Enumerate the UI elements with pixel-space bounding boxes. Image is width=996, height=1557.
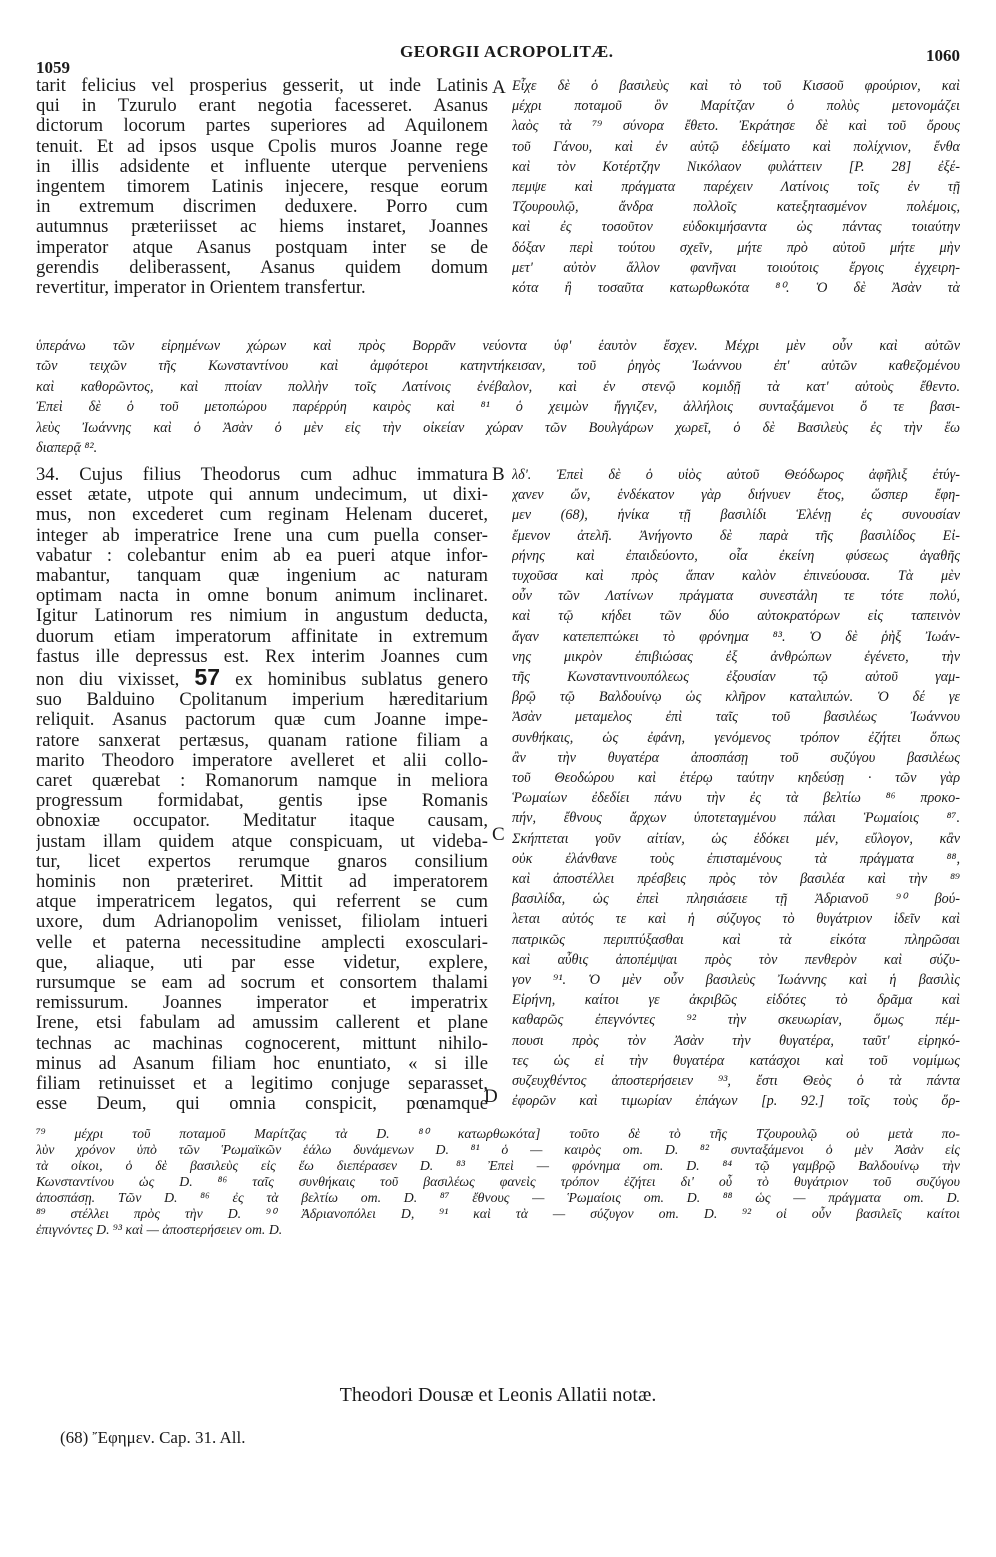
text-line: rursumque se eam ad socrum et consortem thalami	[36, 973, 488, 994]
text-line: caret quærebat : Romanorum namque in meliora	[36, 771, 488, 792]
text-line: Σκήπτεται γοῦν αἰτίαν, ὡς ἐδόκει μέν, εὔλογον, κἂν	[512, 830, 960, 847]
text-line: ἐφορῶν καὶ τιμωρίαν ἐπάγων [p. 92.] τοῖς τοὺς ὅρ-	[512, 1093, 960, 1110]
latin-column-main	[36, 465, 488, 1115]
running-title: GEORGII ACROPOLITÆ.	[400, 42, 614, 61]
text-line: duorum etiam imperatorum affinitate in extremum	[36, 626, 488, 647]
text-line: καὶ τῷ κήδει τῶν δύο αὐτοκρατόρων εἰς ταπεινὸν	[512, 608, 960, 625]
text-line: τοῦ Γάνου, καὶ ἐν αὐτῷ ἐδείματο καὶ πολίχνιον, ἔνθα	[512, 138, 960, 155]
latin-column-top	[36, 76, 488, 298]
text-line: τυχοῦσα καὶ πρὸς ἅπαν καλὸν ἐπινεύουσα. Τὰ μὲν	[512, 568, 960, 585]
text-line: τὰ οἰκοι, ὁ δὲ βασιλεὺς εἰς ἕω διεπέρασεν D. ⁸³ Ἐπεὶ — φρόνημα om. D. ⁸⁴ τῷ γαμβρῷ Βαλδουίνῳ τὴν	[36, 1158, 960, 1173]
text-line: esset ætate, utpote qui annum undecimum, ut dixi-	[36, 485, 488, 506]
text-line: ἄγαν κατεπεπτώκει τὸ φρόνημα ⁸³. Ὁ δὲ ῥὴξ Ἰωάν-	[512, 628, 960, 645]
margin-marker-b: B	[492, 464, 505, 485]
text-line: καθαρῶς ἐπεγνόντες ⁹² τὴν σκευωρίαν, ὅμως πέμ-	[512, 1012, 960, 1029]
margin-marker-c: C	[492, 824, 505, 845]
text-line: remissurum. Joannes imperator et imperatrix	[36, 993, 488, 1014]
text-line: λαὸς τὰ ⁷⁹ σύνορα ἔθετο. Ἐκράτησε δὲ καὶ τοῦ ὄρους	[512, 118, 960, 135]
text-line: γον ⁹¹. Ὁ μὲν οὖν βασιλεὺς Ἰωάννης καὶ ἡ βασιλὶς	[512, 972, 960, 989]
greek-column-main	[512, 465, 960, 1112]
text-line: optimam nacta in omne bonum animum inclinaret.	[36, 586, 488, 607]
text-line: ρήνης καὶ ἐπαιδεύοντο, οἷα ἐκείνη φύσεως ἀγαθῆς	[512, 547, 960, 564]
text-line: Εἰρήνη, καίτοι γε ἀκριβῶς εἰδότες τὸ δρᾶμα καὶ	[512, 992, 960, 1009]
text-line: in illis adsidente et influente uterque perveniens	[36, 156, 488, 177]
text-line: βασιλίδα, ὡς ἐπεὶ πλησιάσειε τῇ Ἀδριανοῦ ⁹⁰ βού-	[512, 891, 960, 908]
text-line: κότα ἢ τοσαῦτα κατωρθωκότα ⁸⁰. Ὁ δὲ Ἀσὰν τὰ	[512, 280, 960, 297]
text-line: in extremum discrimen deduxere. Porro cum	[36, 197, 488, 218]
text-line: hominis non præteriret. Mittit ad imperatorem	[36, 872, 488, 893]
text-line: συνθήκαις, ὡς ἐφάνη, γενόμενος τρόπον ἐζήτει ὅπως	[512, 729, 960, 746]
text-line: καὶ ἐς τοσοῦτον εὐδοκιμήσαντα ὡς πάντας τοιαύτην	[512, 219, 960, 236]
text-line: gerendis deliberassent, Asanus quidem domum	[36, 257, 488, 278]
text-line: λεὺς Ἰωάννης καὶ ὁ Ἀσὰν ὁ μὲν εἰς τὴν οἰκείαν χώραν τῶν Βουλγάρων χωρεῖ, ὁ δὲ Βασιλεὺς ἐς τὴν ἕω	[36, 419, 960, 436]
text-line: Εἶχε δὲ ὁ βασιλεὺς καὶ τὸ τοῦ Κισσοῦ φρούριον, καὶ	[512, 78, 960, 94]
text-line: integer ab imperatrice Irene una cum puella conser-	[36, 525, 488, 546]
text-line: dictorum locorum partes superiores ad Aquilonem	[36, 116, 488, 137]
text-line: ἀποσπάσῃ. Τῶν D. ⁸⁶ ἐς τὰ βελτίω om. D. ⁸⁷ ἔθνους — Ῥωμαίοις om. D. ⁸⁸ ὡς — πράγματα om. D.	[36, 1190, 960, 1205]
text-line: tenuit. Et ad ipsos usque Cpolis muros Joanne rege	[36, 136, 488, 157]
text-line: Κωνσταντίνου ὡς D. ⁸⁶ ταῖς συνθήκαις τοῦ βασιλέως φανεὶς τρόπον ἐζήτει δι' οὗ τὸ θυγάτριον τοῦ συζύγου	[36, 1174, 960, 1189]
text-line: ὑπεράνω τῶν εἰρημένων χώρων καὶ πρὸς Βορρᾶν νεύοντα ὑφ' ἑαυτὸν ἔσχεν. Μέχρι μὲν οὖν καὶ αὐτῶν	[36, 338, 960, 354]
text-line: λεται αὐτός τε καὶ ἡ σύζυγος τὸ θυγάτριον ἰδεῖν καὶ	[512, 911, 960, 928]
text-line: filiam retinuisset et a legitimo conjuge separasset,	[36, 1074, 488, 1095]
page-number-right: 1060	[926, 46, 960, 65]
text-line: tarit felicius vel prosperius gesserit, ut inde Latinis	[36, 76, 488, 96]
text-line: λδ'. Ἐπεὶ δὲ ὁ υἱὸς αὐτοῦ Θεόδωρος ἀφῆλιξ ἐτύγ-	[512, 467, 960, 483]
text-line: χανεν ὤν, ἑνδέκατον γὰρ διήνυεν ἔτος, ὥσπερ ἔφη-	[512, 487, 960, 504]
text-line: ⁷⁹ μέχρι τοῦ ποταμοῦ Μαρίτζας τὰ D. ⁸⁰ κατωρθωκότα] τοῦτο δὲ τὸ τῆς Τζουρουλῷ οὐ μετὰ πο-	[36, 1126, 960, 1141]
text-line: uxore, dum Adrianopolim venisset, filiolam intueri	[36, 912, 488, 933]
text-line: justam illam quidem atque conspicuam, ut videba-	[36, 831, 488, 852]
text-line: ingentem timorem Latinis injecere, resque eorum	[36, 177, 488, 198]
text-line: μέχρι ποταμοῦ ὃν Μαρίτζαν ὁ πολὺς μετονομάζει	[512, 98, 960, 115]
text-line: καὶ ἀποστέλλει πρέσβεις πρὸς τὸν βασιλέα καὶ τὴν ⁸⁹	[512, 871, 960, 888]
running-header	[36, 42, 960, 77]
text-line: ἂν τὴν θυγατέρα ἀποσπάσῃ τοῦ συζύγου βασιλέως	[512, 749, 960, 766]
text-line: atque imperatricem legatos, qui referrent se cum	[36, 892, 488, 913]
text-line: πουσι πρὸς τὸν Ἀσὰν τὴν θυγατέρα, ταῦτ' εἰρηκό-	[512, 1032, 960, 1049]
text-line: πατρικῶς περιπτύξασθαι καὶ τὰ εἰκότα πληρῶσαι	[512, 931, 960, 948]
text-line: obnoxiæ occupator. Meditatur itaque causam,	[36, 811, 488, 832]
text-line: velle et paterna necessitudine amplecti exosculari-	[36, 932, 488, 953]
text-line: τῶν τειχῶν τῆς Κωνσταντίνου καὶ ἀμφότεροι κατηντήκεισαν, τοῦ ῥηγὸς Ἰωάννου ἐπ' αὐτῶν καθεζομένου	[36, 358, 960, 375]
text-line: imperator atque Asanus postquam inter se de	[36, 237, 488, 258]
text-line: οὖν τῶν Λατίνων πράγματα συνεστάλη τε τότε πολύ,	[512, 588, 960, 605]
reference-note: (68) Ἔφημεν. Cap. 31. All.	[60, 1428, 246, 1447]
text-line: progressum formidabat, gentis ipse Romanis	[36, 791, 488, 812]
text-line: μετ' αὐτὸν ἄλλον φανῆναι τοιούτοις ἔργοις ἐγχειρη-	[512, 259, 960, 276]
text-line: Ἐπεὶ δὲ ὁ τοῦ μετοπώρου παρέρρύη καιρὸς καὶ ⁸¹ ὁ χειμὼν ἤγγιζεν, ἀλλήλοις συνταξάμενοι ὅ τε βασι-	[36, 399, 960, 416]
text-line: reliquit. Asanus pactorum quæ cum Joanne impe-	[36, 710, 488, 731]
text-line: non diu vixisset, 57 ex hominibus sublatus genero	[36, 667, 488, 690]
text-line: Irene, etsi fabulam ad amussim callerent et plane	[36, 1013, 488, 1034]
text-line: βρῷ τῷ Βαλδουίνῳ ὡς κλῆρον καταλιπών. Ὁ δέ γε	[512, 689, 960, 706]
text-line: esse Deum, qui omnia conspicit, pœnamque	[36, 1094, 488, 1115]
text-line: autumnus præteriisset ac hiems instaret, Joannes	[36, 217, 488, 238]
notes-heading: Theodori Dousæ et Leonis Allatii notæ.	[339, 1384, 657, 1406]
text-line: revertitur, imperator in Orientem transfertur.	[36, 278, 366, 299]
text-line: διαπερᾷ ⁸².	[36, 440, 98, 457]
text-line: μεν (68), ἡνίκα τῇ βασιλίδι Ἑλένῃ ἐς συνουσίαν	[512, 507, 960, 524]
text-line: mus, non excederet cum reginam Helenam duceret,	[36, 505, 488, 526]
text-line: mabantur, tanquam quæ ingenium ac naturam	[36, 566, 488, 587]
text-line: ἔμενον ἀτελῆ. Ἀνήγοντο δὲ παρὰ τῆς βασιλίδος Εἰ-	[512, 527, 960, 544]
text-line: τες ὡς εἰ τὴν θυγατέρα κατάσχοι καὶ τοῦ νομίμως	[512, 1052, 960, 1069]
text-line: Igitur Latinorum res nimium in angustum deducta,	[36, 606, 488, 627]
text-line: 34. Cujus filius Theodorus cum adhuc immatura	[36, 465, 488, 485]
text-line: Τζουρουλῷ, ἄνδρα πολλοῖς κατεξητασμένον πολέμοις,	[512, 199, 960, 216]
text-line: πεμψε καὶ πράγματα παρέχειν Λατίνοις τοῖς ἐν τῇ	[512, 179, 960, 196]
text-line: νης μικρὸν ἐπιβιώσας ἐξ ἀνθρώπων ἐγένετο, τὴν	[512, 648, 960, 665]
text-line: marito Theodoro imperatore avelleret et alii collo-	[36, 750, 488, 771]
margin-marker-d: D	[484, 1086, 498, 1107]
margin-marker-a: A	[492, 77, 506, 98]
text-line: minus ad Asanum filiam hoc enuntiato, « si ille	[36, 1053, 488, 1074]
text-line: Ἀσὰν μεταμελος ἐπὶ ταῖς τοῦ βασιλέως Ἰωάννου	[512, 709, 960, 726]
text-line: technas ac machinas cognocerent, mittunt nihilo-	[36, 1033, 488, 1054]
column-number: 57	[194, 667, 221, 691]
page-number-left: 1059	[36, 58, 70, 77]
text-line: ἐπιγνόντες D. ⁹³ καὶ — ἀποστερήσειεν om. D.	[36, 1222, 283, 1237]
text-line: τοῦ Θεοδώρου καὶ ἑτέρῳ ταύτην κηδεύσῃ · τῶν γὰρ	[512, 770, 960, 787]
text-line: ⁸⁹ στέλλει πρὸς τὴν D. ⁹⁰ Ἀδριανοπόλει D, ⁹¹ καὶ τὰ — σύζυγον om. D. ⁹² οἱ οὖν βασιλεῖς καίτοι	[36, 1206, 960, 1221]
text-line: λὺν χρόνον ὑπὸ τῶν Ῥωμαϊκῶν ἑάλω δυνάμενων D. ⁸¹ ὁ — καιρὸς om. D. ⁸² συνταξάμενοι ὁ μὲν Ἀσὰν εἰς	[36, 1142, 960, 1157]
text-line: suo Balduino Cpolitanum imperium hæreditarium	[36, 690, 488, 711]
text-line: τῆς Κωνσταντινουπόλεως ἐξουσίαν τῷ αὐτοῦ γαμ-	[512, 669, 960, 686]
greek-column-top	[512, 76, 960, 298]
text-line: qui in Tzurulo erant negotia facesseret. Asanus	[36, 96, 488, 117]
text-line: Ῥωμαίων ἐδεδίει πάνυ τὴν ἐς τὰ βελτίω ⁸⁶ προκο-	[512, 790, 960, 807]
greek-full-width	[36, 336, 960, 458]
text-line: tur, licet expertos rerumque gnaros consilium	[36, 851, 488, 872]
text-line: καὶ αὖθις ἀποπέμψαι πρὸς τὸν πενθερὸν καὶ σύζυ-	[512, 951, 960, 968]
text-line: δόξαν περὶ τούτου σχεῖν, μήτε πρὸ αὐτοῦ μήτε μὴν	[512, 239, 960, 256]
text-line: οὐκ ἐλάνθανε τοὺς ἐπισταμένους τὰ πράγματα ⁸⁸,	[512, 850, 960, 867]
text-line: vabatur : colebantur enim ab ea pueri atque infor-	[36, 545, 488, 566]
text-line: πήν, ἔθνους ἄρχων ὑποτεταγμένου πάλαι Ῥωμαίοις ⁸⁷.	[512, 810, 960, 827]
text-line: καὶ τὸν Κοτέρτζην Νικόλαον φυλάττειν [P. 28] ἐξέ-	[512, 158, 960, 175]
text-line: καὶ καθορῶντος, καὶ πτοίαν πολλὴν τοῖς Λατίνοις ἐνέβαλον, καὶ ἐν στενῷ κομιδῇ τὰ κατ' αὐτοὺς ἔθεντο.	[36, 378, 960, 395]
text-line: que, aliaque, uti par esse videtur, explere,	[36, 952, 488, 973]
text-line: ratore sanxerat pertæsus, quanam ratione filiam a	[36, 730, 488, 751]
text-line: συζευχθέντος ἀποστερήσειεν ⁹³, ἔστι Θεὸς ὁ τὰ πάντα	[512, 1073, 960, 1090]
footnotes	[36, 1126, 960, 1238]
text-line: fastus ille depressus est. Rex interim Joannes cum	[36, 646, 488, 667]
